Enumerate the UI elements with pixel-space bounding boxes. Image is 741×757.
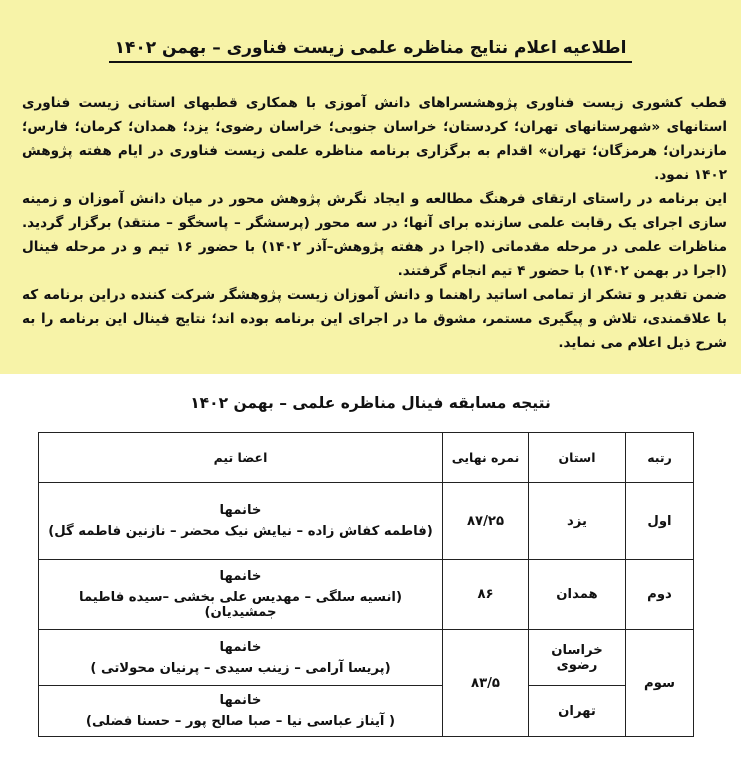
score-cell: ۸۳/۵ — [443, 630, 529, 737]
members-cell — [39, 686, 443, 737]
results-table — [38, 432, 694, 737]
members-cell — [39, 483, 443, 560]
header-rank: رتبه — [626, 433, 694, 483]
table-row — [39, 483, 694, 560]
announcement-title: اطلاعیه اعلام نتایج مناظره علمی زیست فناوری – بهمن ۱۴۰۲ — [0, 38, 741, 58]
members-cell — [39, 630, 443, 686]
table-header-row — [39, 433, 694, 483]
announcement-body — [22, 91, 727, 355]
members-cell — [39, 560, 443, 630]
rank-cell: دوم — [626, 560, 694, 630]
announcement-paragraph-1: قطب کشوری زیست فناوری پژوهشسراهای دانش آموزی با همکاری قطبهای استانی زیست فناوری استانهای «شهرستانهای تهران؛ کردستان؛ خراسان جنوبی؛ خراسان رضوی؛ یزد؛ همدان؛ کرمان؛ فارس؛ مازندران؛ هرمزگان؛ تهران» اقدام به برگزاری برنامه مناظره علمی زیست فناوری در ایام هفته پژوهش ۱۴۰۲ نمود. — [22, 95, 727, 183]
header-members: اعضا تیم — [39, 433, 443, 483]
announcement-paragraph-2: این برنامه در راستای ارتقای فرهنگ مطالعه و ایجاد نگرش پژوهش محور در میان دانش آموزان و زمینه سازی اجرای یک رقابت علمی سازنده برای آنها؛ در سه محور (پرسشگر – پاسخگو – منتقد) برگزار گردید. مناظرات علمی در مرحله مقدماتی (اجرا در هفته پژوهش–آذر ۱۴۰۲) با حضور ۱۶ تیم و در مرحله فینال (اجرا در بهمن ۱۴۰۲) با حضور ۴ تیم انجام گرفتند. — [22, 191, 728, 279]
announcement-box — [0, 0, 741, 374]
province-cell: یزد — [529, 483, 626, 560]
province-cell: تهران — [529, 686, 626, 737]
team-gender: خانمها — [219, 569, 262, 584]
team-members: (انسیه سلگی – مهدیس علی بخشی –سیده فاطیما جمشیدیان) — [79, 590, 402, 620]
table-row — [39, 630, 694, 686]
table-row — [39, 686, 694, 737]
rank-cell: سوم — [626, 630, 694, 737]
team-members: ( آیناز عباسی نیا – صبا صالح پور – حسنا فضلی) — [85, 714, 396, 729]
province-cell: خراسان رضوی — [529, 630, 626, 686]
score-cell: ۸۶ — [443, 560, 529, 630]
rank-cell: اول — [626, 483, 694, 560]
announcement-paragraph-3: ضمن تقدیر و تشکر از تمامی اساتید راهنما و دانش آموزان زیست پژوهشگر شرکت کننده دراین برنامه که با علاقمندی، تلاش و پیگیری مستمر، مشوق ما در اجرای این برنامه بوده اند؛ نتایج فینال این برنامه را به شرح ذیل اعلام می نماید. — [22, 287, 727, 351]
province-cell: همدان — [529, 560, 626, 630]
results-title: نتیجه مسابقه فینال مناظره علمی – بهمن ۱۴۰۲ — [190, 394, 551, 412]
team-members: (فاطمه کفاش زاده – نیایش نیک محضر – نازنین فاطمه گل) — [48, 524, 433, 539]
team-gender: خانمها — [219, 693, 262, 708]
team-members: (پریسا آرامی – زینب سیدی – پرنیان محولاتی ) — [90, 660, 391, 676]
header-province: استان — [529, 433, 626, 483]
score-cell: ۸۷/۲۵ — [443, 483, 529, 560]
table-row — [39, 560, 694, 630]
header-score: نمره نهایی — [443, 433, 529, 483]
team-gender: خانمها — [219, 503, 262, 518]
team-gender: خانمها — [219, 639, 262, 655]
